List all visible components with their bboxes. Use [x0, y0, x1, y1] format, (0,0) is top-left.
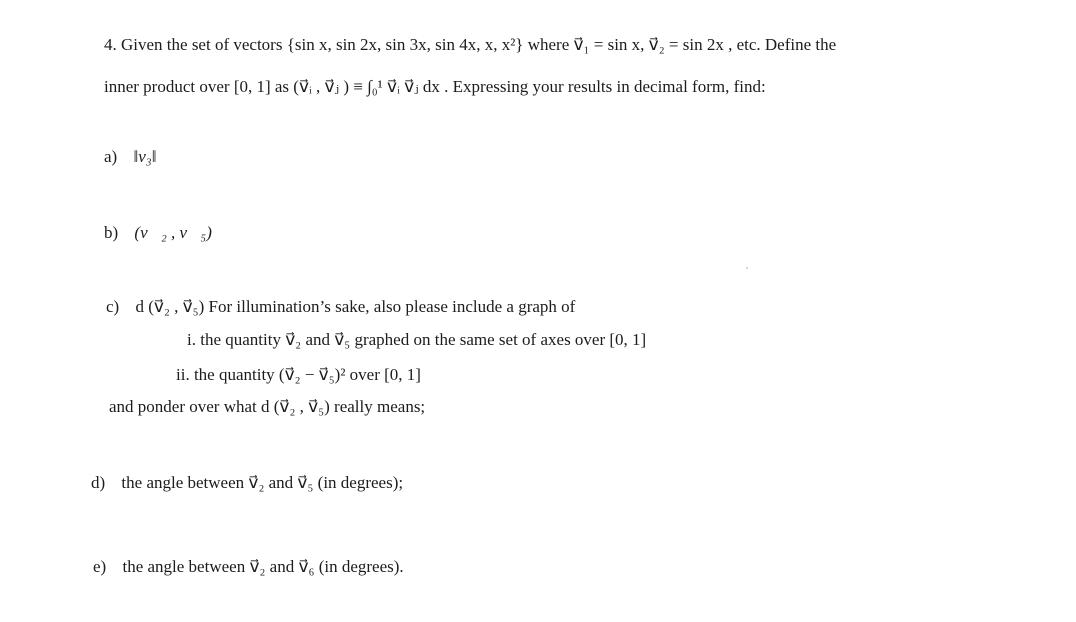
- part-c-tail-text: and ponder over what d (v⃗₂ , v⃗₅) really means;: [109, 397, 426, 416]
- scan-speck: [746, 267, 748, 269]
- part-d: [91, 472, 403, 494]
- part-c-label: c): [106, 297, 120, 316]
- question-line-1: [104, 34, 836, 56]
- question-line-2: [104, 76, 766, 98]
- part-e: [93, 556, 404, 578]
- part-c-sub-ii: [176, 364, 421, 386]
- part-c: [106, 296, 575, 318]
- part-b-text: (v⃗₂ , v⃗₅): [134, 223, 212, 242]
- part-b-label: b): [104, 223, 119, 242]
- part-b: [104, 222, 212, 244]
- part-c-text: d (v⃗₂ , v⃗₅) For illumination’s sake, also please include a graph of: [135, 297, 576, 316]
- part-c-sub-i: [187, 329, 646, 351]
- part-d-label: d): [91, 473, 106, 492]
- question-text-1: 4. Given the set of vectors {sin x, sin 2x, sin 3x, sin 4x, x, x²} where v⃗₁ = sin x, v⃗₂ = sin 2x , etc. Define the: [104, 35, 837, 54]
- part-d-text: the angle between v⃗₂ and v⃗₅ (in degrees);: [121, 473, 404, 492]
- question-text-2: inner product over [0, 1] as (v⃗ᵢ , v⃗ⱼ ) ≡ ∫₀¹ v⃗ᵢ v⃗ⱼ dx . Expressing your results in decimal form, find:: [104, 77, 766, 96]
- part-c-sub-ii-text: ii. the quantity (v⃗₂ − v⃗₅)² over [0, 1]: [176, 365, 421, 384]
- part-e-text: the angle between v⃗₂ and v⃗₆ (in degrees).: [122, 557, 404, 576]
- part-a: [104, 146, 156, 168]
- part-c-sub-i-text: i. the quantity v⃗₂ and v⃗₅ graphed on the same set of axes over [0, 1]: [187, 330, 647, 349]
- part-a-text: ‖v₃‖: [133, 147, 157, 166]
- part-e-label: e): [93, 557, 107, 576]
- part-a-label: a): [104, 147, 118, 166]
- part-c-tail: [109, 396, 425, 418]
